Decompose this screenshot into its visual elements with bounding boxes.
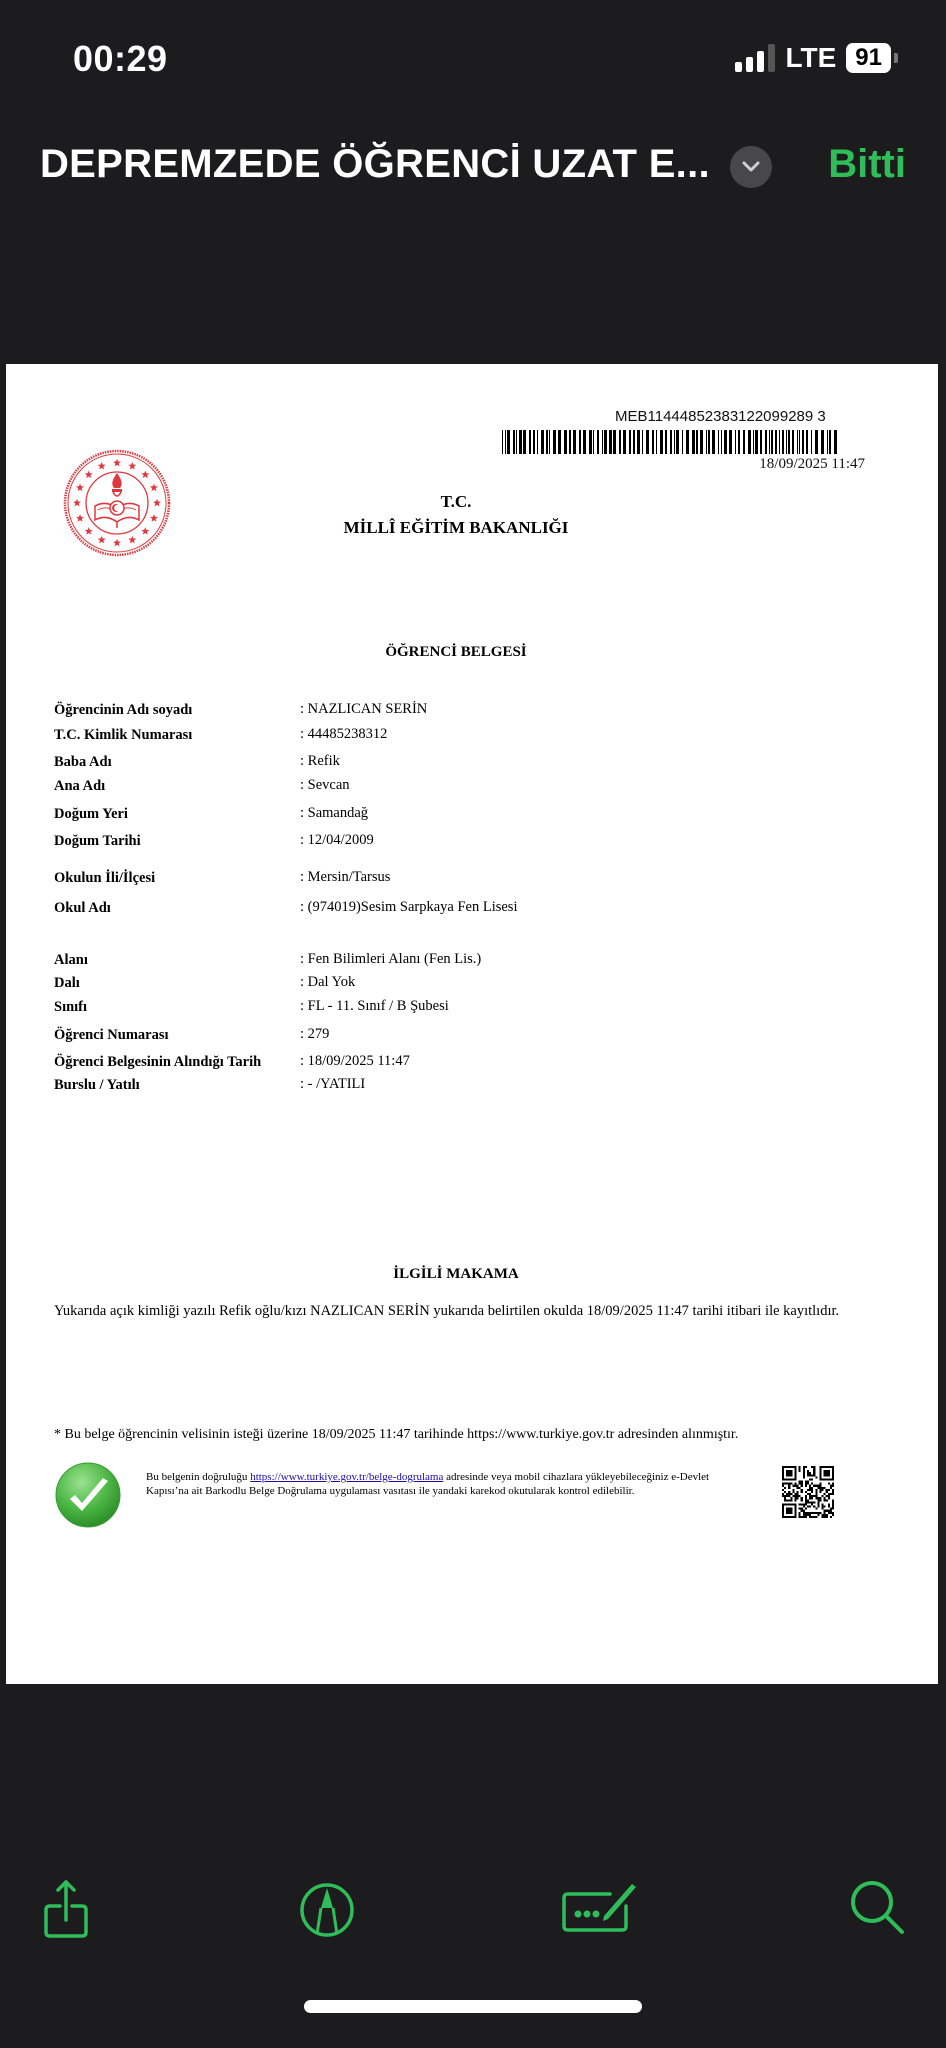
- seal-star: [128, 462, 136, 470]
- seal-star: [76, 483, 84, 491]
- search-button[interactable]: [846, 1876, 910, 1940]
- field-label: Okul Adı: [54, 900, 111, 916]
- verify-prefix: Bu belgenin doğruluğu: [146, 1471, 251, 1483]
- document-title[interactable]: DEPREMZEDE ÖĞRENCİ UZAT E...: [40, 142, 710, 186]
- field-value: : (974019)Sesim Sarpkaya Fen Lisesi: [300, 899, 518, 915]
- barcode-date: 18/09/2025 11:47: [759, 456, 865, 472]
- network-type: LTE: [785, 42, 837, 73]
- field-label: Öğrenci Belgesinin Alındığı Tarih: [54, 1054, 262, 1070]
- verification-info: [146, 1470, 726, 1498]
- status-time: 00:29: [73, 38, 168, 79]
- barcode-image: [502, 430, 840, 454]
- field-label: Okulun İli/İlçesi: [54, 870, 156, 886]
- field-value: : NAZLICAN SERİN: [300, 701, 428, 717]
- field-value: : 12/04/2009: [300, 832, 374, 848]
- source-note: * Bu belge öğrencinin velisinin isteği üzerine 18/09/2025 11:47 tarihinde https://www.turkiye.gov.tr adresinden alınmıştır.: [54, 1427, 739, 1442]
- seal-star: [141, 471, 149, 479]
- field-value: : 18/09/2025 11:47: [300, 1053, 410, 1069]
- cellular-signal-icon: [735, 44, 775, 72]
- seal-star: [98, 462, 106, 470]
- seal-star: [150, 483, 158, 491]
- field-label: Burslu / Yatılı: [54, 1077, 140, 1093]
- field-label: Baba Adı: [54, 754, 112, 770]
- header-ministry: MİLLÎ EĞİTİM BAKANLIĞI: [343, 518, 569, 537]
- fill-and-sign-button[interactable]: [560, 1876, 644, 1940]
- field-value: : Dal Yok: [300, 974, 356, 990]
- qr-code-image: [782, 1466, 834, 1518]
- verification-link[interactable]: https://www.turkiye.gov.tr/belge-dogrulama: [250, 1471, 444, 1483]
- battery-level: 91: [846, 43, 891, 73]
- field-label: Doğum Yeri: [54, 806, 128, 822]
- signature-icon: [560, 1876, 644, 1940]
- section-heading: İLGİLİ MAKAMA: [393, 1266, 519, 1282]
- field-value: : - /YATILI: [300, 1076, 366, 1092]
- status-indicators: [735, 42, 898, 74]
- home-indicator[interactable]: [304, 2000, 642, 2013]
- title-menu-button[interactable]: [730, 146, 772, 188]
- markup-pen-icon: [295, 1876, 359, 1940]
- field-label: Ana Adı: [54, 778, 106, 794]
- share-icon: [36, 1876, 100, 1940]
- field-label: Öğrencinin Adı soyadı: [54, 702, 193, 718]
- document-heading: ÖĞRENCİ BELGESİ: [385, 644, 527, 660]
- search-icon: [846, 1876, 910, 1940]
- document-page: [6, 364, 938, 1684]
- seal-star: [113, 459, 121, 467]
- verified-check-icon: [54, 1461, 122, 1529]
- seal-star: [113, 539, 121, 547]
- field-value: : Fen Bilimleri Alanı (Fen Lis.): [300, 951, 482, 967]
- done-button[interactable]: Bitti: [828, 142, 906, 186]
- field-label: Dalı: [54, 975, 80, 991]
- verify-suffix: adresinde veya mobil cihazlara yükleyebileceğiniz e-Devlet Kapısı’na ait Barkodlu Belge Doğrulama uygulaması vasıtası ile yandaki karekod okutularak kontrol edilebilir.: [146, 1471, 710, 1497]
- field-value: : Refik: [300, 753, 340, 769]
- markup-button[interactable]: [295, 1876, 359, 1940]
- seal-star: [85, 471, 93, 479]
- field-label: Doğum Tarihi: [54, 833, 141, 849]
- field-value: : Samandağ: [300, 805, 369, 821]
- field-value: : Sevcan: [300, 777, 350, 793]
- field-value: : Mersin/Tarsus: [300, 869, 391, 885]
- field-label: Alanı: [54, 952, 88, 968]
- field-label: Sınıfı: [54, 999, 88, 1015]
- share-button[interactable]: [36, 1876, 100, 1940]
- chevron-down-icon: [741, 160, 761, 174]
- field-value: : 44485238312: [300, 726, 388, 742]
- field-label: T.C. Kimlik Numarası: [54, 727, 193, 743]
- registration-statement: Yukarıda açık kimliği yazılı Refik oğlu/kızı NAZLICAN SERİN yukarıda belirtilen okulda 18/09/2025 11:47 tarihi itibari ile kayıtlıdır.: [54, 1303, 840, 1319]
- field-label: Öğrenci Numarası: [54, 1027, 169, 1043]
- field-value: : FL - 11. Sınıf / B Şubesi: [300, 998, 449, 1014]
- header-tc: T.C.: [440, 492, 472, 511]
- barcode-number: MEB11444852383122099289 3: [615, 408, 826, 425]
- battery-icon: [846, 43, 898, 73]
- field-value: : 279: [300, 1026, 330, 1042]
